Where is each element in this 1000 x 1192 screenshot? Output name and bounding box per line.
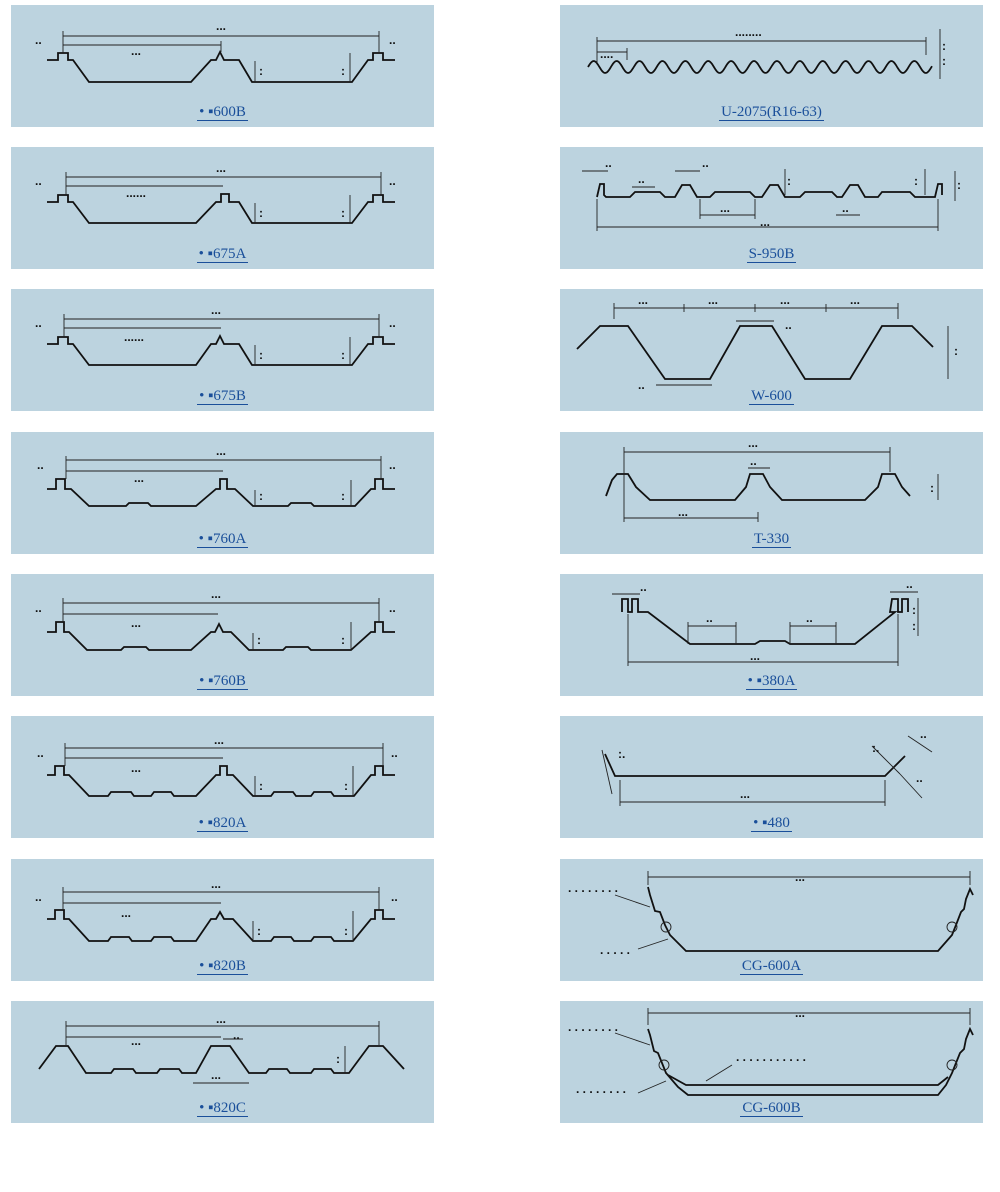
svg-text::: : <box>259 348 263 362</box>
svg-text:..: .. <box>389 33 396 47</box>
svg-text::: : <box>257 924 261 938</box>
svg-text:...: ... <box>678 505 689 519</box>
svg-text::: : <box>259 64 263 78</box>
svg-text::: : <box>942 39 946 53</box>
svg-text:..: .. <box>35 316 42 330</box>
svg-text::: : <box>344 779 348 793</box>
svg-text:...: ... <box>750 649 761 663</box>
svg-text:. . . . . . . .: . . . . . . . . <box>568 1020 619 1034</box>
svg-text:..: .. <box>638 172 645 186</box>
panel-820b <box>11 859 434 981</box>
svg-text:..: .. <box>35 33 42 47</box>
svg-text::: : <box>912 619 916 633</box>
panel-caption[interactable]: • ▪820A <box>198 815 247 831</box>
svg-text:...: ... <box>211 587 222 601</box>
svg-text:..: .. <box>37 746 44 760</box>
panel-caption[interactable]: • ▪675B <box>199 388 246 404</box>
panel-caption[interactable]: W-600 <box>751 388 792 404</box>
svg-text::: : <box>336 1052 340 1066</box>
svg-text:..: .. <box>785 318 792 332</box>
svg-text:...: ... <box>760 215 771 229</box>
svg-text:...: ... <box>134 471 145 485</box>
svg-text:. . . . . . . .: . . . . . . . . <box>568 881 619 895</box>
panel-caption[interactable]: • ▪820B <box>199 958 246 974</box>
svg-text:...: ... <box>795 1006 806 1020</box>
svg-text:...: ... <box>780 293 791 307</box>
svg-text:...: ... <box>121 906 132 920</box>
svg-text:..: .. <box>916 771 923 785</box>
panel-caption[interactable]: • ▪600B <box>199 104 246 120</box>
svg-text:..: .. <box>706 611 713 625</box>
svg-text:..: .. <box>638 378 645 392</box>
panel-caption[interactable]: • ▪820C <box>199 1100 246 1116</box>
panel-t-330 <box>560 432 983 554</box>
svg-text::: : <box>341 64 345 78</box>
panel-caption[interactable]: • ▪480 <box>753 815 790 831</box>
svg-text::: : <box>257 633 261 647</box>
svg-text:..: .. <box>702 156 709 170</box>
svg-text::: : <box>914 174 918 188</box>
svg-text::: : <box>259 779 263 793</box>
svg-text:...: ... <box>131 616 142 630</box>
panel-caption[interactable]: • ▪675A <box>198 246 247 262</box>
svg-text::: : <box>954 344 958 358</box>
svg-text:..: .. <box>391 746 398 760</box>
svg-text:..: .. <box>806 611 813 625</box>
svg-text:......: ...... <box>124 330 145 344</box>
panel-cg-600a <box>560 859 983 981</box>
svg-text::: : <box>787 174 791 188</box>
svg-text:..: .. <box>389 316 396 330</box>
panel-760b <box>11 574 434 696</box>
svg-text:..: .. <box>389 601 396 615</box>
panel-675a <box>11 147 434 269</box>
svg-text:...: ... <box>850 293 861 307</box>
svg-text:..: .. <box>391 890 398 904</box>
svg-text:...: ... <box>214 733 225 747</box>
svg-text:. . . . . . . .: . . . . . . . . <box>576 1082 627 1096</box>
svg-text::: : <box>341 633 345 647</box>
svg-text::: : <box>930 481 934 495</box>
svg-text::: : <box>341 489 345 503</box>
svg-text:........: ........ <box>735 25 762 39</box>
panel-caption[interactable]: T-330 <box>753 531 790 547</box>
svg-text::: : <box>259 489 263 503</box>
svg-text:..: .. <box>605 156 612 170</box>
panel-760a <box>11 432 434 554</box>
panel-820a <box>11 716 434 838</box>
svg-text:...: ... <box>720 201 731 215</box>
svg-text::: : <box>341 206 345 220</box>
svg-text:..: .. <box>750 454 757 468</box>
svg-text:..: .. <box>35 890 42 904</box>
panel-w-600 <box>560 289 983 411</box>
svg-text:..: .. <box>35 174 42 188</box>
svg-text:...: ... <box>795 870 806 884</box>
panel-caption[interactable]: S-950B <box>748 246 795 262</box>
panel-s-950b <box>560 147 983 269</box>
svg-text::: : <box>259 206 263 220</box>
panel-caption[interactable]: CG-600A <box>741 958 802 974</box>
svg-text:. . . . . . . . . . .: . . . . . . . . . . . <box>736 1050 807 1064</box>
svg-text::: : <box>957 178 961 192</box>
svg-text:...: ... <box>211 303 222 317</box>
panel-caption[interactable]: • ▪760B <box>199 673 246 689</box>
svg-text:..: .. <box>920 727 927 741</box>
svg-text:. . . . .: . . . . . <box>600 943 631 957</box>
svg-text:...: ... <box>708 293 719 307</box>
panel-480 <box>560 716 983 838</box>
svg-text:..: .. <box>842 201 849 215</box>
svg-text:..: .. <box>906 577 913 591</box>
svg-text:...: ... <box>216 19 227 33</box>
svg-text:...: ... <box>131 761 142 775</box>
panel-cg-600b <box>560 1001 983 1123</box>
svg-text::.: :. <box>872 741 880 755</box>
svg-text::: : <box>942 54 946 68</box>
svg-text::: : <box>344 924 348 938</box>
svg-text:...: ... <box>216 1012 227 1026</box>
panel-caption[interactable]: U-2075(R16-63) <box>721 104 822 120</box>
svg-text:...: ... <box>216 444 227 458</box>
svg-text:..: .. <box>233 1028 240 1042</box>
svg-text:...: ... <box>211 1068 222 1082</box>
svg-text:...: ... <box>216 161 227 175</box>
svg-text:...: ... <box>638 293 649 307</box>
svg-text::: : <box>912 603 916 617</box>
svg-text:..: .. <box>640 580 647 594</box>
svg-text:..: .. <box>389 458 396 472</box>
panel-caption[interactable]: CG-600B <box>742 1100 801 1116</box>
svg-text:...: ... <box>211 877 222 891</box>
panel-675b <box>11 289 434 411</box>
svg-text:..: .. <box>389 174 396 188</box>
panel-u-2075 <box>560 5 983 127</box>
svg-text:...: ... <box>131 44 142 58</box>
panel-caption[interactable]: • ▪760A <box>198 531 247 547</box>
panel-820c <box>11 1001 434 1123</box>
svg-text:...: ... <box>740 787 751 801</box>
panel-600b <box>11 5 434 127</box>
svg-text::: : <box>341 348 345 362</box>
panel-380a <box>560 574 983 696</box>
svg-text:..: .. <box>35 601 42 615</box>
svg-text:...: ... <box>748 436 759 450</box>
svg-text:...: ... <box>131 1034 142 1048</box>
svg-text::.: :. <box>618 747 626 761</box>
svg-text:..: .. <box>37 458 44 472</box>
svg-text:....: .... <box>600 47 614 61</box>
svg-text:......: ...... <box>126 186 147 200</box>
panel-caption[interactable]: • ▪380A <box>747 673 796 689</box>
